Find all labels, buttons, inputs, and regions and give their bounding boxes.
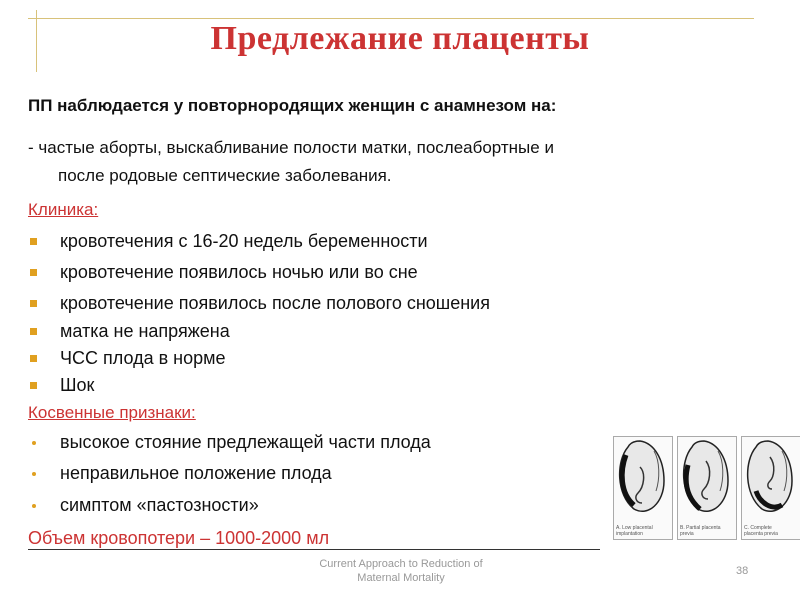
indirect-sign-item: неправильное положение плода [28, 463, 332, 484]
title-frame-top-line [28, 18, 754, 19]
square-bullet-icon [30, 355, 37, 362]
clinic-item: Шок [28, 375, 94, 396]
clinic-heading: Клиника: [28, 200, 99, 219]
slide-footer [296, 557, 506, 585]
footer-line-1: Current Approach to Reduction of [319, 558, 483, 570]
uterus-illustration-icon [742, 437, 800, 517]
slide-title: Предлежание плаценты [210, 20, 590, 57]
indirect-sign-item: симптом «пастозности» [28, 495, 259, 516]
uterus-illustration-icon [614, 437, 672, 517]
figure-partial-placenta-previa [677, 436, 737, 540]
placenta-previa-illustrations [613, 436, 799, 540]
uterus-illustration-icon [678, 437, 736, 517]
anamnesis-paragraph [28, 134, 748, 190]
clinic-item: ЧСС плода в норме [28, 348, 226, 369]
square-bullet-icon [30, 238, 37, 245]
figure-caption: C. Complete placenta previa [744, 525, 778, 537]
square-bullet-icon [30, 269, 37, 276]
bottom-divider [28, 549, 600, 550]
square-bullet-icon [30, 328, 37, 335]
blood-loss-volume: Объем кровопотери – 1000-2000 мл [28, 528, 330, 548]
dot-bullet-icon [32, 472, 36, 476]
clinic-item: кровотечения с 16-20 недель беременности [28, 231, 428, 252]
clinic-item: матка не напряжена [28, 321, 230, 342]
figure-caption: A. Low placental implantation [616, 525, 653, 537]
square-bullet-icon [30, 300, 37, 307]
figure-caption: B. Partial placenta previa [680, 525, 721, 537]
clinic-item: кровотечение появилось после полового сношения [28, 293, 490, 314]
clinic-item: кровотечение появилось ночью или во сне [28, 262, 418, 283]
anamnesis-line-1: - частые аборты, выскабливание полости матки, послеабортные и [28, 138, 554, 157]
dot-bullet-icon [32, 441, 36, 445]
dot-bullet-icon [32, 504, 36, 508]
anamnesis-line-2: после родовые септические заболевания. [58, 166, 392, 185]
square-bullet-icon [30, 382, 37, 389]
figure-low-placental-implantation [613, 436, 673, 540]
footer-line-2: Maternal Mortality [357, 572, 445, 584]
indirect-signs-heading: Косвенные признаки: [28, 403, 196, 422]
figure-complete-placenta-previa [741, 436, 800, 540]
indirect-sign-item: высокое стояние предлежащей части плода [28, 432, 431, 453]
intro-text: ПП наблюдается у повторнородящих женщин с анамнезом на: [28, 96, 557, 115]
page-number: 38 [736, 565, 749, 577]
